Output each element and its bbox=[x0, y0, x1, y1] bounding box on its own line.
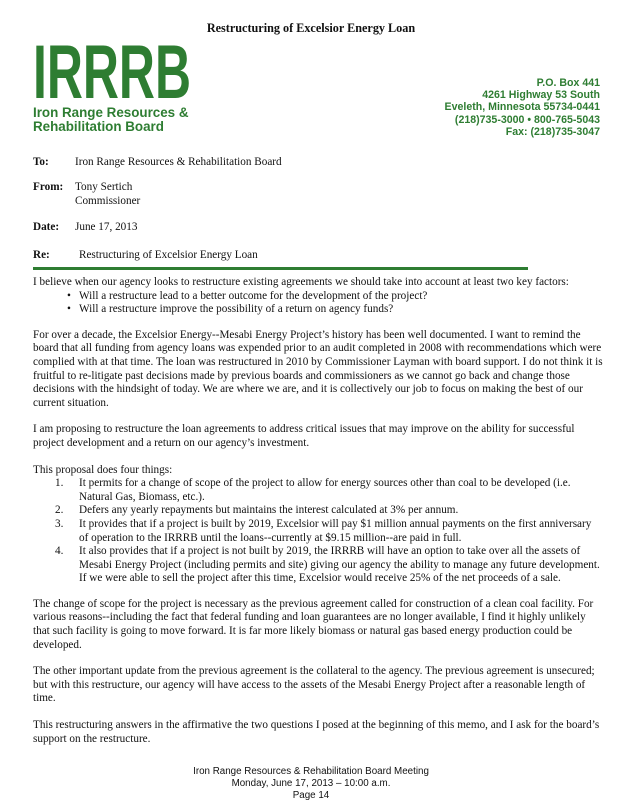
proposal-items-list bbox=[33, 477, 603, 586]
proposal-paragraph: I am proposing to restructure the loan agreements to address critical issues that may improve on the ability for successful project development and a return on our agency’s investment. bbox=[33, 423, 575, 449]
list-item: 2. Defers any yearly repayments but maintains the interest calculated at 3% per annum. bbox=[55, 504, 459, 517]
footer-line-2: Monday, June 17, 2013 – 10:00 a.m. bbox=[231, 778, 391, 790]
history-paragraph: For over a decade, the Excelsior Energy--Mesabi Energy Project’s history has been well documented. I want to remind the board that all funding from agency loans was expended prior to an audit completed in 2008 with recommendations which were complied with at that time. The loan was restructured in 2010 by Commissioner Layman with board support. I do not think it is fruitful to re-litigate past decisions made by previous boards and commissioners as we cannot go back and change those decisions with the hindsight of today. We are where we are, and it is collectively our job to focus on making the best of our current situation. bbox=[33, 328, 603, 409]
from-name: Tony Sertich bbox=[75, 181, 133, 193]
page-number: Page 14 bbox=[292, 790, 330, 802]
re-label: Re: bbox=[33, 249, 50, 261]
logo-letters: IRRRB bbox=[33, 38, 191, 102]
header-divider bbox=[33, 267, 528, 270]
document-title: Restructuring of Excelsior Energy Loan bbox=[206, 21, 416, 35]
logo-line-2: Rehabilitation Board bbox=[33, 119, 164, 134]
list-item: 4. It also provides that if a project is not built by 2019, the IRRRB will have an option to take over all the assets of Mesabi Energy Project (including permits and site) giving our agency the ability to manage any future development. If we were able to sell the project after this time, Excelsior would receive 25% of the net proceeds of a sale. bbox=[55, 545, 600, 585]
from-title: Commissioner bbox=[75, 195, 141, 207]
address-line-5: Fax: (218)735-3047 bbox=[505, 125, 600, 138]
irrrb-logo bbox=[33, 38, 213, 134]
logo-line-1: Iron Range Resources & bbox=[33, 105, 189, 120]
address-line-1: P.O. Box 441 bbox=[536, 77, 600, 89]
re-value: Restructuring of Excelsior Energy Loan bbox=[79, 249, 258, 261]
address-line-4: (218)735-3000 • 800-765-5043 bbox=[454, 113, 600, 126]
bullet-icon: • bbox=[67, 303, 71, 316]
key-factors-list bbox=[33, 290, 603, 317]
footer-line-1: Iron Range Resources & Rehabilitation Board Meeting bbox=[193, 766, 429, 777]
list-item: • Will a restructure improve the possibility of a return on agency funds? bbox=[67, 303, 394, 316]
bullet-icon: • bbox=[67, 289, 71, 302]
intro-paragraph: I believe when our agency looks to restructure existing agreements we should take into account at least two key factors: bbox=[33, 276, 569, 288]
proposal-intro: This proposal does four things: bbox=[33, 463, 173, 476]
list-item: • Will a restructure lead to a better outcome for the development of the project? bbox=[67, 289, 428, 302]
memo-body bbox=[33, 276, 603, 759]
to-value: Iron Range Resources & Rehabilitation Board bbox=[75, 156, 282, 168]
list-item: 1. It permits for a change of scope of the project to allow for energy sources other than coal to be developed (i.e. Natural Gas, Biomass, etc.). bbox=[55, 477, 571, 503]
list-item: 3. It provides that if a project is built by 2019, Excelsior will pay $1 million annual payments on the first anniversary of operation to the IRRRB until the loans--currently at $9.15 million--are paid in full. bbox=[55, 517, 592, 544]
page-footer bbox=[0, 766, 622, 803]
from-label: From: bbox=[33, 181, 64, 193]
address-line-3: Eveleth, Minnesota 55734-0441 bbox=[444, 101, 600, 114]
date-value: June 17, 2013 bbox=[75, 221, 138, 233]
to-label: To: bbox=[33, 156, 49, 168]
collateral-paragraph: The other important update from the previous agreement is the collateral to the agency. The previous agreement is unsecured; but with this restructure, our agency will have access to the assets of the Mesabi Energy Project after a reasonable length of time. bbox=[33, 665, 595, 705]
address-line-2: 4261 Highway 53 South bbox=[482, 89, 600, 102]
closing-paragraph: This restructuring answers in the affirmative the two questions I posed at the beginning of this memo, and I ask for the board’s support on the restructure. bbox=[33, 719, 600, 745]
scope-paragraph: The change of scope for the project is necessary as the previous agreement called for construction of a clean coal facility. For various reasons--including the fact that federal funding and loan guarantees are no longer available, I find it highly unlikely that such facility is going to move forward. It is far more likely biomass or natural gas based energy production could be developed. bbox=[33, 597, 594, 651]
logo-mark bbox=[33, 38, 193, 102]
date-label: Date: bbox=[33, 221, 60, 233]
mailing-address bbox=[445, 77, 600, 138]
